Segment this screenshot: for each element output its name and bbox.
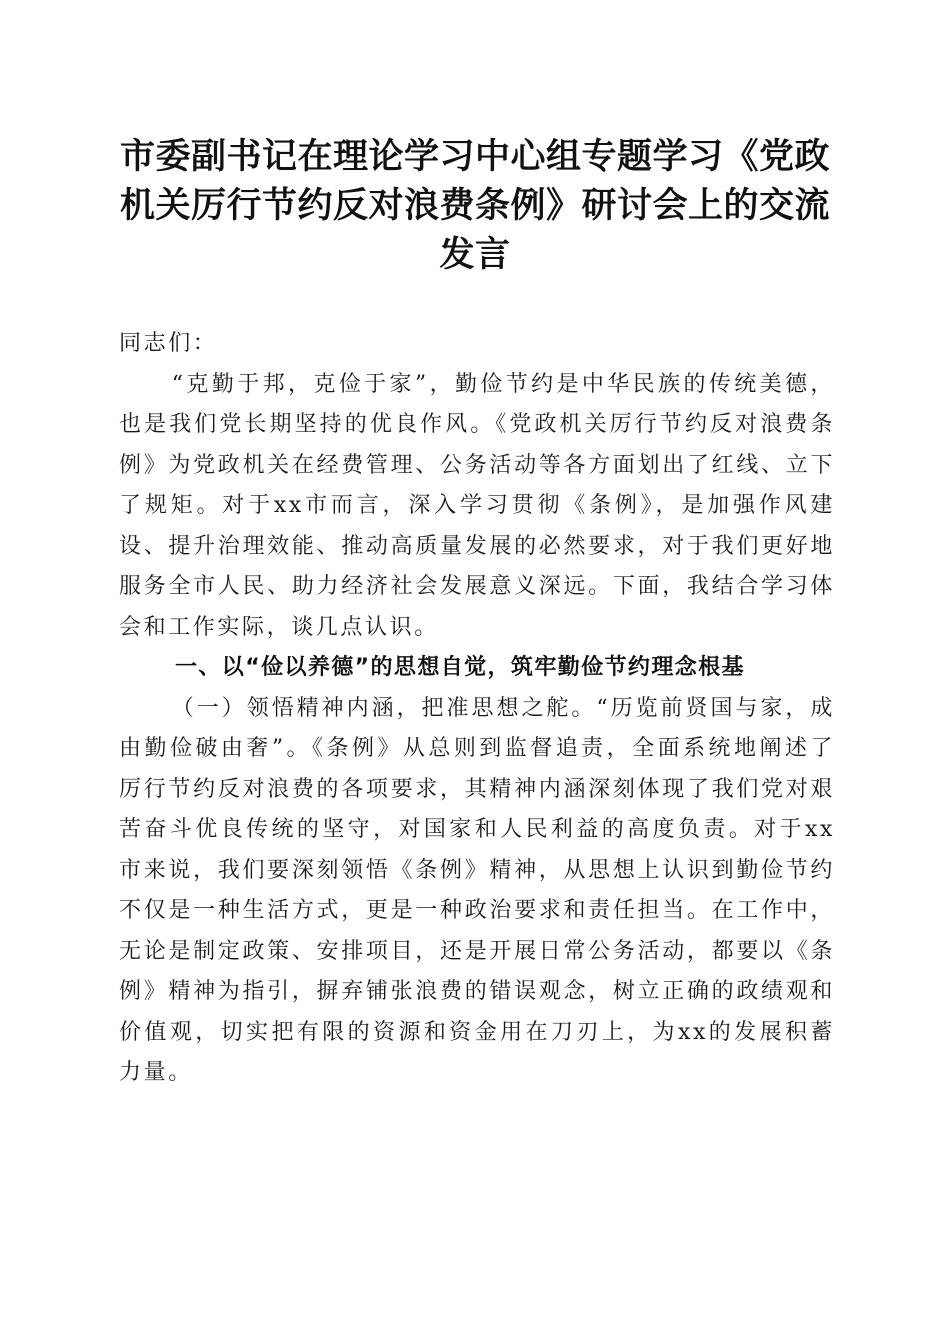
document-title [100,132,850,279]
title-line-1: 市委副书记在理论学习中心组专题学习《党政 [119,136,830,177]
intro-paragraph: “克勤于邦，克俭于家”，勤俭节约是中华民族的传统美德，也是我们党长期坚持的优良作风。《党政机关厉行节约反对浪费条例》为党政机关在经费管理、公务活动等各方面划出了红线、立下了规矩。对于xx市而言，深入学习贯彻《条例》，是加强作风建设、提升治理效能、推动高质量发展的必然要求，对于我们更好地服务全市人民、助力经济社会发展意义深远。下面，我结合学习体会和工作实际，谈几点认识。 [119,371,835,640]
subsection-paragraph-1: （一）领悟精神内涵，把准思想之舵。“历览前贤国与家，成由勤俭破由奢”。《条例》从总则到监督追责，全面系统地阐述了厉行节约反对浪费的各项要求，其精神内涵深刻体现了我们党对艰苦奋斗优良传统的坚守，对国家和人民利益的高度负责。对于xx市来说，我们要深刻领悟《条例》精神，从思想上认识到勤俭节约不仅是一种生活方式，更是一种政治要求和责任担当。在工作中，无论是制定政策、安排项目，还是开展日常公务活动，都要以《条例》精神为指引，摒弃铺张浪费的错误观念，树立正确的政绩观和价值观，切实把有限的资源和资金用在刀刃上，为xx的发展积蓄力量。 [119,695,835,1085]
salutation: 同志们： [119,331,218,356]
document-body [119,324,835,1094]
title-line-3: 发言 [439,234,511,275]
title-line-2: 机关厉行节约反对浪费条例》研讨会上的交流 [119,185,830,226]
section-heading-1: 一、以“俭以养德”的思想自觉，筑牢勤俭节约理念根基 [175,655,745,680]
